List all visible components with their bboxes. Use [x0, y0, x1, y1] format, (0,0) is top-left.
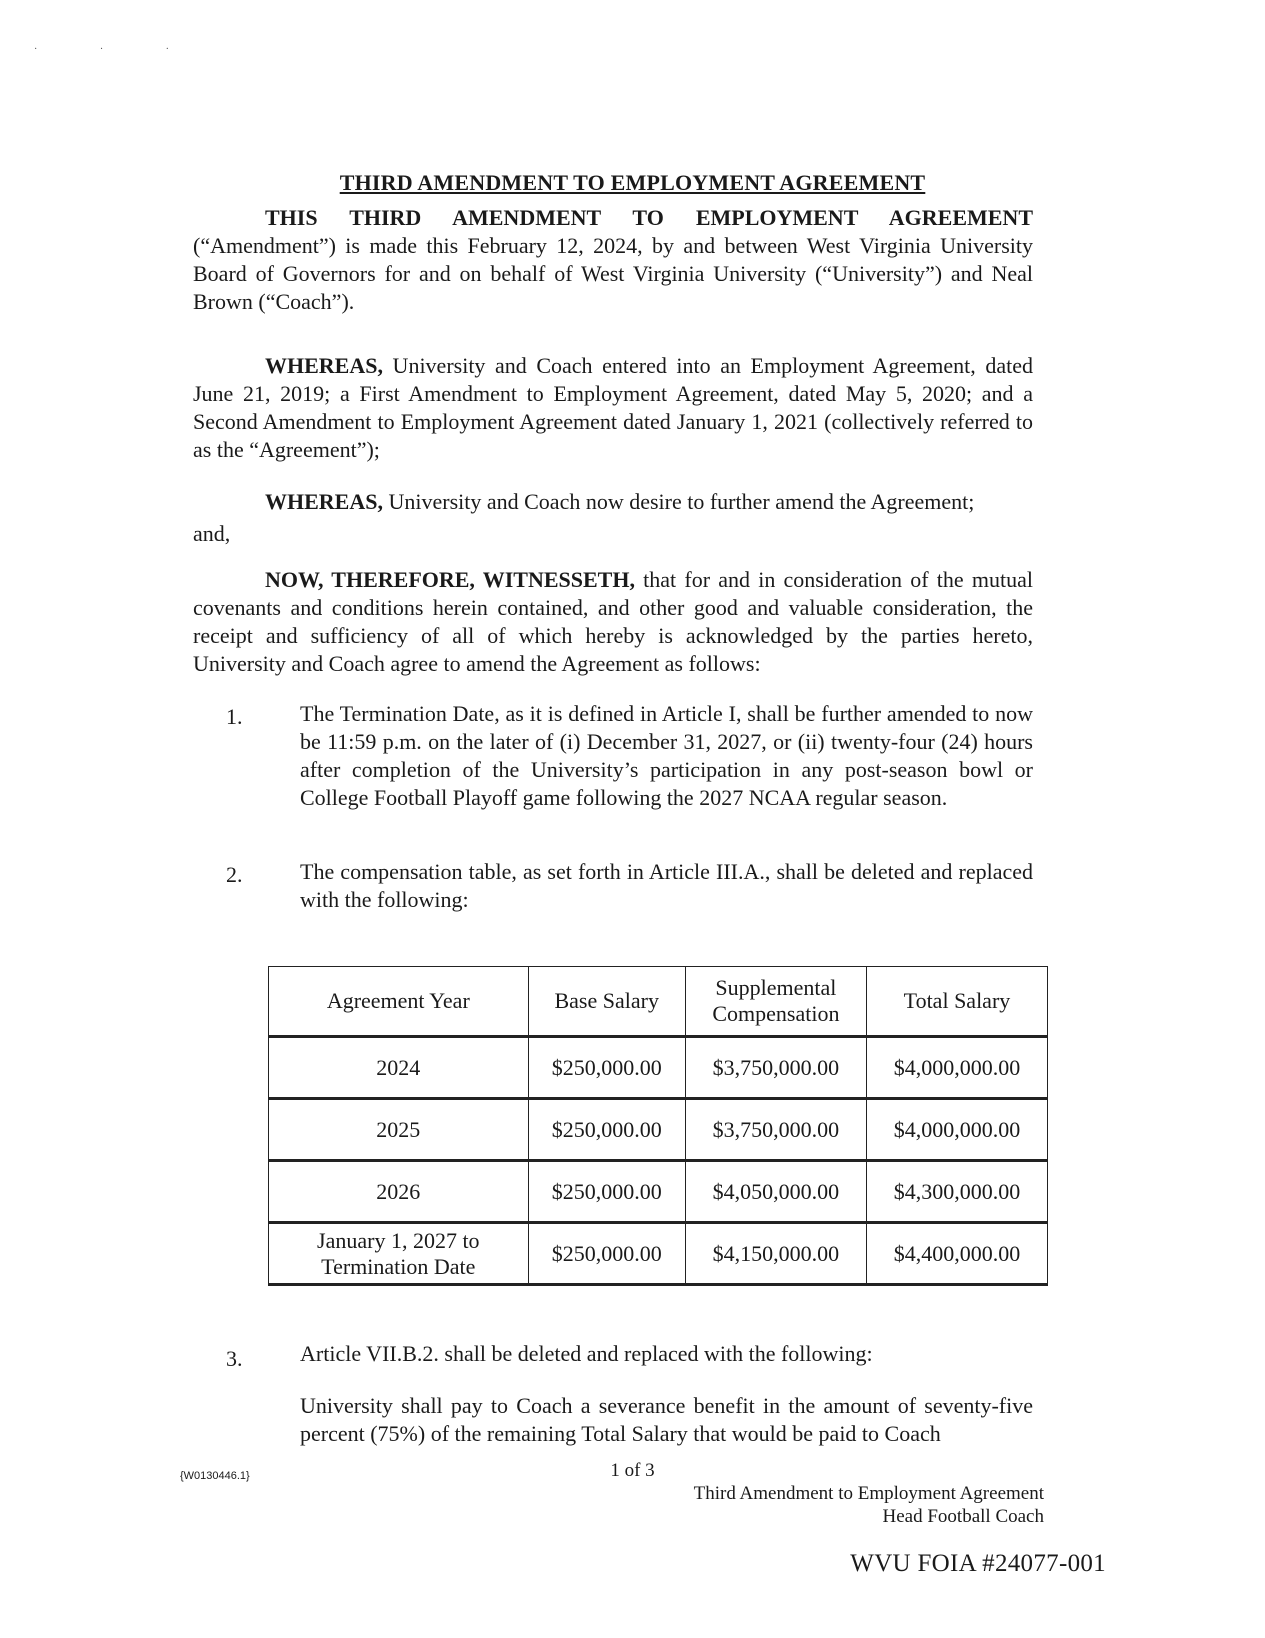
cell-supplemental: $3,750,000.00 [685, 1037, 866, 1099]
item-3-number: 3. [226, 1346, 243, 1371]
whereas-2-paragraph [193, 488, 1033, 516]
cell-year: 2024 [269, 1037, 529, 1099]
table-row [269, 1161, 1048, 1223]
intro-paragraph [193, 204, 1033, 316]
foia-stamp: WVU FOIA #24077-001 [850, 1550, 1106, 1577]
cell-base-salary: $250,000.00 [528, 1099, 685, 1161]
table-row [269, 1223, 1048, 1285]
document-number: {W0130446.1} [180, 1470, 250, 1482]
severance-text: University shall pay to Coach a severance benefit in the amount of seventy-five percent (75%) of the remaining Total Salary that would be paid to Coach [300, 1393, 1033, 1446]
cell-supplemental: $4,050,000.00 [685, 1161, 866, 1223]
scan-specks: · · · [34, 44, 199, 55]
therefore-lead: NOW, THEREFORE, WITNESSETH, [265, 567, 635, 592]
cell-total-salary: $4,000,000.00 [866, 1037, 1047, 1099]
footer-line-1: Third Amendment to Employment Agreement [693, 1483, 1044, 1504]
therefore-paragraph [193, 566, 1033, 678]
item-1-number: 1. [226, 704, 243, 729]
cell-year: 2025 [269, 1099, 529, 1161]
item-2-text: The compensation table, as set forth in Article III.A., shall be deleted and replaced with the following: [300, 859, 1033, 912]
cell-year: January 1, 2027 to Termination Date [269, 1223, 529, 1285]
header-agreement-year: Agreement Year [269, 967, 529, 1037]
cell-total-salary: $4,300,000.00 [866, 1161, 1047, 1223]
page-number: 1 of 3 [610, 1460, 655, 1481]
whereas-1-lead: WHEREAS, [265, 353, 383, 378]
whereas-2-tail: and, [193, 521, 231, 546]
therefore-text: that for and in consideration of the mutual covenants and conditions herein contained, and other good and valuable consideration, the receipt and sufficiency of all of which hereby is acknowledged by the parties hereto, University and Coach agree to amend the Agreement as follows: [193, 567, 1033, 676]
footer-line-2: Head Football Coach [882, 1506, 1044, 1527]
cell-base-salary: $250,000.00 [528, 1037, 685, 1099]
item-2-number: 2. [226, 862, 243, 887]
cell-supplemental: $3,750,000.00 [685, 1099, 866, 1161]
whereas-1-paragraph [193, 352, 1033, 464]
document-title: THIRD AMENDMENT TO EMPLOYMENT AGREEMENT [339, 170, 926, 195]
header-supplemental-compensation: Supplemental Compensation [685, 967, 866, 1037]
cell-supplemental: $4,150,000.00 [685, 1223, 866, 1285]
cell-total-salary: $4,400,000.00 [866, 1223, 1047, 1285]
whereas-2-lead: WHEREAS, [265, 489, 383, 514]
whereas-1-text: University and Coach entered into an Employment Agreement, dated June 21, 2019; a First Amendment to Employment Agreement, dated May 5, 2020; and a Second Amendment to Employment Agreement dated January 1, 2021 (collectively referred to as the “Agreement”); [193, 353, 1033, 462]
footer-caption [694, 1482, 1044, 1528]
compensation-table [268, 966, 1048, 1286]
cell-base-salary: $250,000.00 [528, 1223, 685, 1285]
intro-text: (“Amendment”) is made this February 12, 2024, by and between West Virginia University Board of Governors for and on behalf of West Virginia University (“University”) and Neal Brown (“Coach”). [193, 233, 1033, 314]
item-1-text: The Termination Date, as it is defined in Article I, shall be further amended to now be 11:59 p.m. on the later of (i) December 31, 2027, or (ii) twenty-four (24) hours after completion of the University’s participation in any post-season bowl or College Football Playoff game following the 2027 NCAA regular season. [300, 701, 1033, 810]
cell-year: 2026 [269, 1161, 529, 1223]
cell-base-salary: $250,000.00 [528, 1161, 685, 1223]
table-header-row [269, 967, 1048, 1037]
whereas-2-text: University and Coach now desire to further amend the Agreement; [382, 489, 975, 514]
cell-total-salary: $4,000,000.00 [866, 1099, 1047, 1161]
item-3-text: Article VII.B.2. shall be deleted and replaced with the following: [300, 1341, 873, 1366]
table-row [269, 1037, 1048, 1099]
table-row [269, 1099, 1048, 1161]
header-base-salary: Base Salary [528, 967, 685, 1037]
header-total-salary: Total Salary [866, 967, 1047, 1037]
intro-lead: THIS THIRD AMENDMENT TO EMPLOYMENT AGREEMENT [265, 205, 1033, 230]
